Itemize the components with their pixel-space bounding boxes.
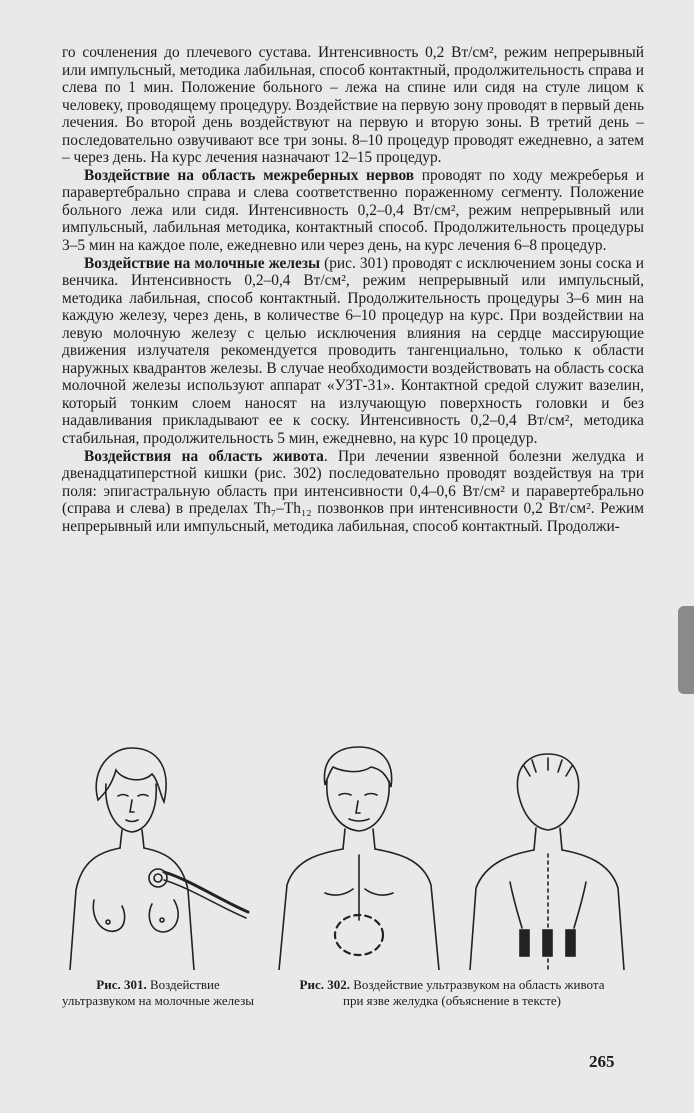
paragraph-4-text: . При лечении язвенной болезни желудка и двенадцатиперстной кишки (рис. 302) последовательно проводят воздействуя на три поля: эпигастральную область при интенсивности 0,4–0,6 Вт/см² и паравертебрально (справа и слева) в пределах Th₇–Th₁₂ позвонков при интенсивности 0,2 Вт/см². Режим непрерывный или импульсный, методика лабильная, способ контактный. Продолжи- bbox=[62, 447, 644, 535]
figure-301-caption-text: Воздействие ультразвуком на молочные железы bbox=[62, 977, 254, 1008]
paragraph-1 bbox=[62, 44, 644, 167]
body-text bbox=[62, 44, 644, 535]
figure-302-front-illustration bbox=[275, 745, 445, 970]
figure-302-caption-text: Воздействие ультразвуком на область живота при язве желудка (объяснение в тексте) bbox=[343, 977, 605, 1008]
figure-302-caption bbox=[296, 977, 608, 1008]
figure-301-caption bbox=[58, 977, 258, 1008]
figure-302-back-illustration bbox=[466, 752, 626, 970]
page-number: 265 bbox=[589, 1052, 615, 1071]
figure-302-label: Рис. 302. bbox=[299, 977, 350, 992]
paragraph-2-text: проводят по ходу межреберья и паравертебрально справа и слева соответственно пораженному сегменту. Положение больного лежа или сидя. Интенсивность 0,2–0,4 Вт/см², режим непрерывный или импульсный, лабильная методика, контактный способ. Продолжительность процедуры 3–5 мин на каждое поле, ежедневно или через день, на курс лечения 6–8 процедур. bbox=[62, 166, 644, 255]
paragraph-4 bbox=[62, 448, 644, 536]
paragraph-3 bbox=[62, 255, 644, 448]
paragraph-2 bbox=[62, 167, 644, 255]
figure-301-label: Рис. 301. bbox=[96, 977, 147, 992]
figure-301-illustration bbox=[60, 740, 260, 970]
paragraph-3-text: (рис. 301) проводят с исключением зоны соска и венчика. Интенсивность 0,2–0,4 Вт/см², режим непрерывный или импульсный, методика лабильная, способ контактный. Продолжительность процедуры 3–6 мин на каждую железу, через день, в количестве 6–10 процедур на курс. При воздействии на левую молочную железу с целью исключения влияния на сердце массирующие движения излучателя рекомендуется проводить тангенциально, только к области наружных квадрантов железы. В случае необходимости воздействовать на область соска молочной железы используют аппарат «УЗТ-31». Контактной средой служит вазелин, который тонким слоем наносят на излучающую поверхность головки и без надавливания прикладывают ее к соску. Интенсивность 0,2–0,4 Вт/см², методика стабильная, продолжительность 5 мин, ежедневно, на курс 10 процедур. bbox=[62, 254, 644, 448]
paragraph-2-heading: Воздействие на область межреберных нервов bbox=[84, 166, 415, 184]
paragraph-1-text: го сочленения до плечевого сустава. Интенсивность 0,2 Вт/см², режим непрерывный или импульсный, методика лабильная, способ контактный, продолжительность справа и слева по 1 мин. Положение больного – лежа на спине или сидя на стуле лицом к человеку, проводящему процедуру. Воздействие на первую зону проводят в первый день лечения. Во второй день воздействуют на первую и вторую зоны. В третий день – последовательно озвучивают все три зоны. 8–10 процедур проводят ежедневно, а затем – через день. На курс лечения назначают 12–15 процедур. bbox=[62, 44, 644, 167]
paragraph-3-heading: Воздействие на молочные железы bbox=[84, 254, 321, 272]
paragraph-4-heading: Воздействия на область живота bbox=[84, 447, 324, 465]
page-edge-tab bbox=[678, 606, 694, 694]
